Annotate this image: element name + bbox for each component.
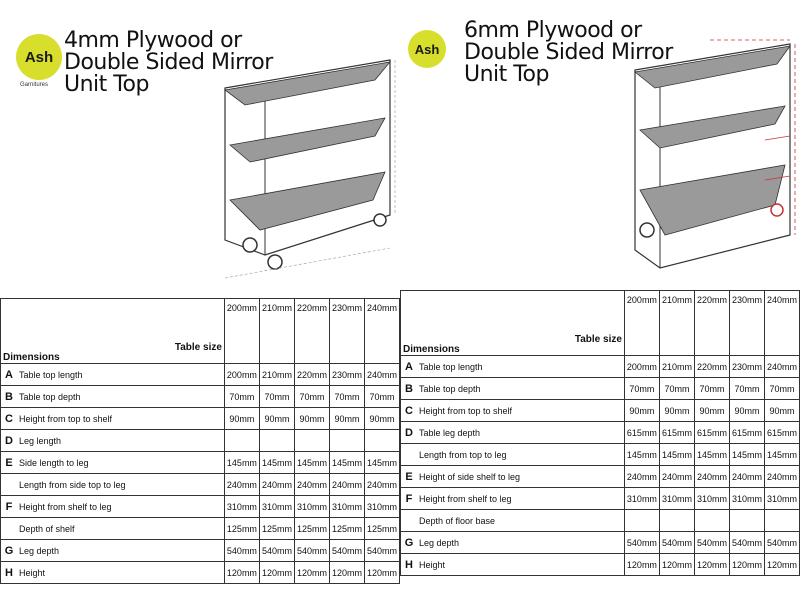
table-row <box>401 356 800 378</box>
table-row <box>401 510 800 532</box>
table-header-row <box>1 299 400 364</box>
row-value: 310mm <box>294 496 329 518</box>
row-value: 210mm <box>259 364 294 386</box>
row-value: 125mm <box>364 518 399 540</box>
row-value: 90mm <box>694 400 729 422</box>
row-value: 615mm <box>764 422 799 444</box>
row-letter: E <box>1 452 18 474</box>
table-row <box>1 452 400 474</box>
row-value <box>659 510 694 532</box>
row-letter: A <box>401 356 418 378</box>
row-value: 540mm <box>659 532 694 554</box>
row-value: 540mm <box>694 532 729 554</box>
table-row <box>1 562 400 584</box>
row-letter <box>1 474 18 496</box>
column-header: 210mm <box>659 291 694 356</box>
row-value: 90mm <box>259 408 294 430</box>
table-header-row <box>401 291 800 356</box>
row-value: 240mm <box>294 474 329 496</box>
row-value: 240mm <box>224 474 259 496</box>
table-header-cell: Table size Dimensions <box>401 291 625 356</box>
dimension-line <box>765 136 790 140</box>
row-letter: C <box>401 400 418 422</box>
row-description: Length from side top to leg <box>17 474 224 496</box>
row-value: 615mm <box>694 422 729 444</box>
row-value: 145mm <box>364 452 399 474</box>
unit-technical-drawing <box>615 30 800 290</box>
row-value: 540mm <box>329 540 364 562</box>
row-description: Length from top to leg <box>417 444 624 466</box>
column-header: 230mm <box>729 291 764 356</box>
shelf-bottom <box>640 165 785 235</box>
row-value: 310mm <box>259 496 294 518</box>
column-header: 240mm <box>764 291 799 356</box>
row-letter: D <box>401 422 418 444</box>
row-value: 230mm <box>729 356 764 378</box>
row-description: Table top depth <box>17 386 224 408</box>
column-header: 240mm <box>364 299 399 364</box>
table-row <box>1 518 400 540</box>
row-value: 120mm <box>764 554 799 576</box>
row-description: Height from shelf to leg <box>17 496 224 518</box>
row-value: 240mm <box>764 356 799 378</box>
table-row <box>1 430 400 452</box>
unit-technical-drawing <box>205 50 400 300</box>
row-value: 70mm <box>694 378 729 400</box>
table-row <box>401 488 800 510</box>
row-value: 70mm <box>294 386 329 408</box>
row-value: 145mm <box>624 444 659 466</box>
product-sheet-right <box>400 0 800 600</box>
row-value: 540mm <box>259 540 294 562</box>
table-row <box>1 386 400 408</box>
row-letter: C <box>1 408 18 430</box>
row-value: 90mm <box>624 400 659 422</box>
row-value <box>729 510 764 532</box>
brand-logo: Ash <box>16 34 62 80</box>
row-value: 145mm <box>764 444 799 466</box>
row-description: Height <box>417 554 624 576</box>
row-value: 125mm <box>294 518 329 540</box>
table-row <box>401 532 800 554</box>
row-value: 240mm <box>259 474 294 496</box>
table-row <box>401 400 800 422</box>
row-letter: D <box>1 430 18 452</box>
title-line: Unit Top <box>64 72 149 97</box>
table-row <box>401 422 800 444</box>
row-value: 120mm <box>329 562 364 584</box>
row-description: Leg depth <box>17 540 224 562</box>
title-line: Unit Top <box>464 62 549 87</box>
row-value: 125mm <box>259 518 294 540</box>
row-value: 230mm <box>329 364 364 386</box>
row-letter <box>1 518 18 540</box>
row-value: 70mm <box>764 378 799 400</box>
title-line: Double Sided Mirror <box>64 50 273 75</box>
row-value: 90mm <box>729 400 764 422</box>
row-value: 90mm <box>329 408 364 430</box>
row-value: 310mm <box>329 496 364 518</box>
row-description: Height <box>17 562 224 584</box>
row-value <box>294 430 329 452</box>
row-value: 120mm <box>294 562 329 584</box>
row-value <box>764 510 799 532</box>
row-value: 540mm <box>624 532 659 554</box>
row-value: 145mm <box>224 452 259 474</box>
row-value: 540mm <box>364 540 399 562</box>
table-row <box>401 444 800 466</box>
row-description: Height from top to shelf <box>417 400 624 422</box>
row-value: 120mm <box>659 554 694 576</box>
row-description: Table top length <box>417 356 624 378</box>
row-value <box>694 510 729 532</box>
row-value: 310mm <box>694 488 729 510</box>
row-description: Leg depth <box>417 532 624 554</box>
shelf-middle <box>230 118 385 162</box>
shelf-top <box>635 46 790 88</box>
title-line: Double Sided Mirror <box>464 40 673 65</box>
row-value: 70mm <box>224 386 259 408</box>
row-letter: H <box>401 554 418 576</box>
row-value: 540mm <box>224 540 259 562</box>
row-letter <box>401 444 418 466</box>
row-value: 125mm <box>329 518 364 540</box>
row-value: 120mm <box>694 554 729 576</box>
row-value: 220mm <box>694 356 729 378</box>
row-value: 310mm <box>764 488 799 510</box>
table-row <box>1 540 400 562</box>
row-value: 310mm <box>729 488 764 510</box>
row-letter: H <box>1 562 18 584</box>
shelf-middle <box>640 106 785 148</box>
row-description: Side length to leg <box>17 452 224 474</box>
row-description: Height from top to shelf <box>17 408 224 430</box>
table-row <box>401 378 800 400</box>
title-line: 6mm Plywood or <box>464 18 642 43</box>
row-value: 540mm <box>729 532 764 554</box>
table-row <box>1 364 400 386</box>
row-value: 310mm <box>624 488 659 510</box>
dimensions-table <box>0 298 400 584</box>
row-value: 120mm <box>729 554 764 576</box>
row-value: 70mm <box>624 378 659 400</box>
row-value: 120mm <box>259 562 294 584</box>
row-value: 240mm <box>764 466 799 488</box>
row-letter: F <box>401 488 418 510</box>
row-value: 615mm <box>624 422 659 444</box>
row-description: Leg length <box>17 430 224 452</box>
row-letter: G <box>1 540 18 562</box>
row-value: 220mm <box>294 364 329 386</box>
column-header: 200mm <box>224 299 259 364</box>
row-letter: B <box>1 386 18 408</box>
row-value: 70mm <box>364 386 399 408</box>
row-value: 310mm <box>224 496 259 518</box>
row-value: 615mm <box>729 422 764 444</box>
row-value: 90mm <box>364 408 399 430</box>
shelf-bottom <box>230 172 385 230</box>
table-row <box>401 554 800 576</box>
row-value <box>224 430 259 452</box>
row-value: 615mm <box>659 422 694 444</box>
row-value: 240mm <box>329 474 364 496</box>
row-value: 200mm <box>624 356 659 378</box>
row-value: 240mm <box>694 466 729 488</box>
row-value <box>624 510 659 532</box>
column-header: 230mm <box>329 299 364 364</box>
row-value: 90mm <box>764 400 799 422</box>
row-letter: F <box>1 496 18 518</box>
row-value: 125mm <box>224 518 259 540</box>
row-value: 240mm <box>659 466 694 488</box>
row-value <box>329 430 364 452</box>
wheel <box>374 214 386 226</box>
wheel <box>268 255 282 269</box>
row-value: 145mm <box>329 452 364 474</box>
row-value: 70mm <box>329 386 364 408</box>
table-row <box>401 466 800 488</box>
row-value: 120mm <box>364 562 399 584</box>
row-value: 540mm <box>294 540 329 562</box>
column-header: 200mm <box>624 291 659 356</box>
row-value: 90mm <box>659 400 694 422</box>
column-header: 220mm <box>694 291 729 356</box>
row-value: 70mm <box>659 378 694 400</box>
brand-subtitle: Garnitures <box>20 82 49 88</box>
wheel <box>771 204 783 216</box>
row-value: 310mm <box>364 496 399 518</box>
row-letter: G <box>401 532 418 554</box>
row-description: Height of side shelf to leg <box>417 466 624 488</box>
row-value: 120mm <box>624 554 659 576</box>
row-letter: B <box>401 378 418 400</box>
column-header: 220mm <box>294 299 329 364</box>
table-body <box>401 356 800 576</box>
row-value <box>259 430 294 452</box>
row-value <box>364 430 399 452</box>
row-value: 310mm <box>659 488 694 510</box>
row-letter <box>401 510 418 532</box>
row-value: 145mm <box>694 444 729 466</box>
row-description: Depth of shelf <box>17 518 224 540</box>
row-letter: A <box>1 364 18 386</box>
row-value: 90mm <box>224 408 259 430</box>
row-value: 240mm <box>364 474 399 496</box>
row-value: 70mm <box>729 378 764 400</box>
row-value: 540mm <box>764 532 799 554</box>
wheel <box>640 223 654 237</box>
table-row <box>1 408 400 430</box>
row-value: 210mm <box>659 356 694 378</box>
row-description: Table top depth <box>417 378 624 400</box>
row-letter: E <box>401 466 418 488</box>
row-description: Depth of floor base <box>417 510 624 532</box>
row-value: 90mm <box>294 408 329 430</box>
table-row <box>1 474 400 496</box>
table-body <box>1 364 400 584</box>
dimensions-table <box>400 290 800 576</box>
row-value: 240mm <box>729 466 764 488</box>
brand-logo: Ash <box>408 30 446 68</box>
row-value: 240mm <box>624 466 659 488</box>
title-line: 4mm Plywood or <box>64 28 242 53</box>
row-value: 70mm <box>259 386 294 408</box>
row-value: 200mm <box>224 364 259 386</box>
table-header-cell: Table size Dimensions <box>1 299 225 364</box>
row-description: Table top length <box>17 364 224 386</box>
row-value: 120mm <box>224 562 259 584</box>
row-value: 145mm <box>729 444 764 466</box>
row-value: 145mm <box>294 452 329 474</box>
table-row <box>1 496 400 518</box>
row-value: 240mm <box>364 364 399 386</box>
row-value: 145mm <box>259 452 294 474</box>
column-header: 210mm <box>259 299 294 364</box>
wheel <box>243 238 257 252</box>
row-description: Table leg depth <box>417 422 624 444</box>
row-description: Height from shelf to leg <box>417 488 624 510</box>
row-value: 145mm <box>659 444 694 466</box>
